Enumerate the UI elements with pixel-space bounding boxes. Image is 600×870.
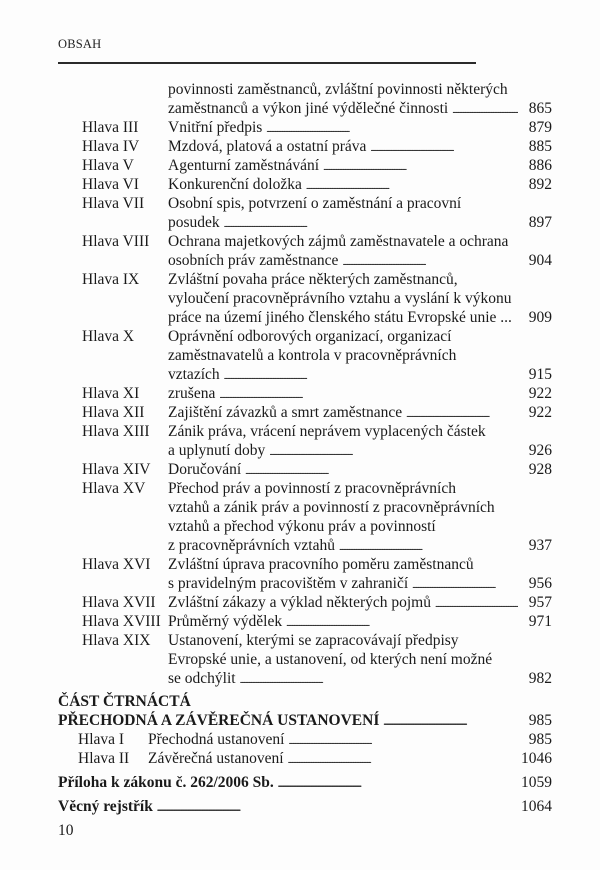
page-ref: 909 (528, 309, 552, 326)
page-ref: 1059 (521, 774, 552, 791)
page-ref: 886 (528, 157, 552, 174)
dot-leader (157, 797, 515, 816)
chapter-label: Hlava I (78, 731, 125, 748)
toc-entry-line: osobních práv zaměstnance . . . 904 (0, 251, 600, 270)
header-rule (58, 62, 476, 64)
running-header: OBSAH (58, 37, 102, 51)
toc-entry[interactable]: Hlava XIII Zánik práva, vrácení neprávem vyplacených částek (82, 423, 486, 440)
chapter-label: Hlava IV (82, 138, 140, 155)
dot-leader (240, 669, 518, 688)
toc-entry[interactable]: Hlava XII Zajištění závazků a smrt zaměstnance . . . 922 (0, 403, 600, 422)
chapter-label: Hlava XVII (82, 594, 156, 611)
toc-index[interactable]: Věcný rejstřík . . . 1064 (0, 797, 600, 816)
dot-leader (412, 574, 518, 593)
page-ref: 985 (528, 731, 552, 748)
toc-entry-line: vztahů a přechod výkonu práv a povinností (168, 518, 436, 535)
chapter-label: Hlava X (82, 328, 135, 345)
toc-appendix[interactable]: Příloha k zákonu č. 262/2006 Sb. . . . 1059 (0, 773, 600, 792)
toc-entry[interactable]: Hlava XIV Doručování . . . 928 (0, 460, 600, 479)
chapter-label: Hlava XI (82, 385, 140, 402)
toc-entry[interactable]: Hlava IX Zvláštní povaha práce některých zaměstnanců, (82, 271, 458, 288)
page-ref: 922 (528, 404, 552, 421)
dot-leader (245, 460, 518, 479)
page-ref: 879 (528, 119, 552, 136)
dot-leader (339, 536, 518, 555)
dot-leader (383, 711, 518, 730)
toc-entry-line: a uplynutí doby . . . 926 (0, 441, 600, 460)
toc-entry[interactable]: Hlava XVIII Průměrný výdělek . . . 971 (0, 612, 600, 631)
toc-entry[interactable]: Hlava IV Mzdová, platová a ostatní práva . . . 885 (0, 137, 600, 156)
chapter-label: Hlava XIX (82, 632, 151, 649)
toc-entry-line: se odchýlit . . . 982 (0, 669, 600, 688)
toc-entry[interactable]: Hlava XV Přechod práv a povinností z pracovněprávních (82, 480, 456, 497)
dot-leader (278, 773, 515, 792)
dot-leader (224, 213, 518, 232)
dot-leader (342, 251, 518, 270)
dot-leader (288, 749, 515, 768)
part-heading: ČÁST ČTRNÁCTÁ (58, 693, 191, 710)
dot-leader (266, 118, 518, 137)
toc-entry[interactable]: Hlava X Oprávnění odborových organizací, organizací (82, 328, 452, 345)
dot-leader (269, 441, 518, 460)
chapter-label: Hlava XVIII (82, 613, 161, 630)
dot-leader (435, 593, 518, 612)
toc-entry-line: s pravidelným pracovištěm v zahraničí . . . 956 (0, 574, 600, 593)
chapter-label: Hlava XII (82, 404, 145, 421)
part-subheading[interactable]: PŘECHODNÁ A ZÁVĚREČNÁ USTANOVENÍ . . . 985 (0, 711, 600, 730)
page-ref: 926 (528, 442, 552, 459)
page-ref: 915 (528, 366, 552, 383)
page-ref: 985 (528, 712, 552, 729)
toc-entry-line: z pracovněprávních vztahů . . . 937 (0, 536, 600, 555)
toc-entry-line: vztazích . . . 915 (0, 365, 600, 384)
dot-leader (370, 137, 518, 156)
page-ref: 971 (528, 613, 552, 630)
chapter-label: Hlava XV (82, 480, 146, 497)
chapter-label: Hlava V (82, 157, 134, 174)
page-ref: 885 (528, 138, 552, 155)
chapter-label: Hlava VIII (82, 233, 150, 250)
toc-entry-line: zaměstnanců a výkon jiné výdělečné činnosti . . . 865 (0, 99, 600, 118)
toc-entry[interactable]: Hlava XVII Zvláštní zákazy a výklad některých pojmů . . . 957 (0, 593, 600, 612)
page-ref: 1046 (521, 750, 552, 767)
toc-entry-line: vyloučení pracovněprávního vztahu a vyslání k výkonu (168, 290, 512, 307)
page-number: 10 (58, 822, 74, 839)
chapter-label: Hlava XVI (82, 556, 151, 573)
chapter-label: Hlava III (82, 119, 139, 136)
toc-entry-line: posudek . . . 897 (0, 213, 600, 232)
dot-leader (306, 175, 518, 194)
page-ref: 892 (528, 176, 552, 193)
page-ref: 937 (528, 537, 552, 554)
toc-entry[interactable]: Hlava VII Osobní spis, potvrzení o zaměstnání a pracovní (82, 195, 462, 212)
toc-entry[interactable]: Hlava VI Konkurenční doložka . . . 892 (0, 175, 600, 194)
toc-entry-line: zaměstnavatelů a kontrola v pracovněprávních (168, 347, 457, 364)
toc-entry[interactable]: Hlava VIII Ochrana majetkových zájmů zaměstnavatele a ochrana (82, 233, 509, 250)
toc-entry[interactable]: Hlava V Agenturní zaměstnávání . . . 886 (0, 156, 600, 175)
dot-leader (286, 612, 518, 631)
dot-leader (224, 365, 518, 384)
toc-entry[interactable]: Hlava I Přechodná ustanovení . . . 985 (0, 730, 600, 749)
dot-leader (406, 403, 518, 422)
toc-entry[interactable]: Hlava XVI Zvláštní úprava pracovního poměru zaměstnanců (82, 556, 474, 573)
toc-entry-line: vztahů a zánik práv a povinností z pracovněprávních (168, 499, 495, 516)
chapter-label: Hlava IX (82, 271, 140, 288)
toc-entry[interactable]: Hlava II Závěrečná ustanovení . . . 1046 (0, 749, 600, 768)
dot-leader (323, 156, 518, 175)
dot-leader (219, 384, 518, 403)
page-ref: 865 (528, 100, 552, 117)
toc-entry-line: práce na území jiného členského státu Evropské unie ... 909 (168, 309, 552, 326)
dot-leader (288, 730, 518, 749)
toc-entry-line: Evropské unie, a ustanovení, od kterých není možné (168, 651, 493, 668)
page-ref: 928 (528, 461, 552, 478)
page-ref: 1064 (521, 798, 552, 815)
toc-entry[interactable]: Hlava XIX Ustanovení, kterými se zapracovávají předpisy (82, 632, 459, 649)
page-ref: 956 (528, 575, 552, 592)
dot-leader (452, 99, 518, 118)
toc-entry-continuation: povinnosti zaměstnanců, zvláštní povinnosti některých (168, 81, 508, 98)
page-ref: 982 (528, 670, 552, 687)
chapter-label: Hlava VII (82, 195, 145, 212)
toc-entry[interactable]: Hlava III Vnitřní předpis . . . 879 (0, 118, 600, 137)
page-ref: 904 (528, 252, 552, 269)
chapter-label: Hlava VI (82, 176, 139, 193)
page-ref: 897 (528, 214, 552, 231)
chapter-label: Hlava II (78, 750, 130, 767)
chapter-label: Hlava XIII (82, 423, 150, 440)
toc-entry[interactable]: Hlava XI zrušena . . . 922 (0, 384, 600, 403)
page-ref: 922 (528, 385, 552, 402)
page-ref: 957 (528, 594, 552, 611)
chapter-label: Hlava XIV (82, 461, 151, 478)
